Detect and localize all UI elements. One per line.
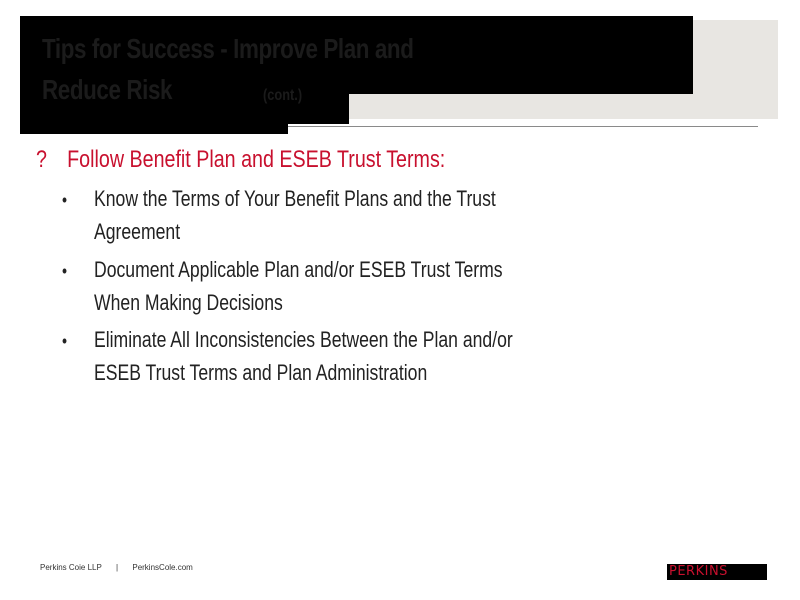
title-divider xyxy=(288,126,758,127)
slide-title-suffix: (cont.) xyxy=(263,87,303,104)
footer-site-link[interactable]: PerkinsCole.com xyxy=(132,563,193,572)
perkins-logo: PERKINS xyxy=(667,564,767,580)
slide-title-line1: Tips for Success - Improve Plan and xyxy=(42,33,414,64)
list-item-line2: Agreement xyxy=(94,219,181,244)
bullet-icon: • xyxy=(62,331,68,351)
footer-firm: Perkins Coie LLP xyxy=(40,563,102,572)
bullet-icon: • xyxy=(62,190,68,210)
title-bar-tail xyxy=(20,124,288,134)
footer xyxy=(40,563,205,572)
list-item xyxy=(62,324,513,389)
list-item xyxy=(62,254,503,319)
list-item-line2: ESEB Trust Terms and Plan Administration xyxy=(94,360,428,385)
list-item-line1: Know the Terms of Your Benefit Plans and the Trust xyxy=(94,186,496,211)
bullet-icon: • xyxy=(62,261,68,281)
list-item xyxy=(62,183,496,248)
heading-text: Follow Benefit Plan and ESEB Trust Terms: xyxy=(67,146,446,173)
list-item-line2: When Making Decisions xyxy=(94,290,283,315)
slide-title-line2: Reduce Risk xyxy=(42,74,173,105)
list-item-line1: Eliminate All Inconsistencies Between the Plan and/or xyxy=(94,327,513,352)
section-heading xyxy=(36,146,445,174)
heading-marker-icon: ? xyxy=(36,146,47,173)
footer-separator: | xyxy=(116,563,119,572)
list-item-line1: Document Applicable Plan and/or ESEB Trust Terms xyxy=(94,257,503,282)
